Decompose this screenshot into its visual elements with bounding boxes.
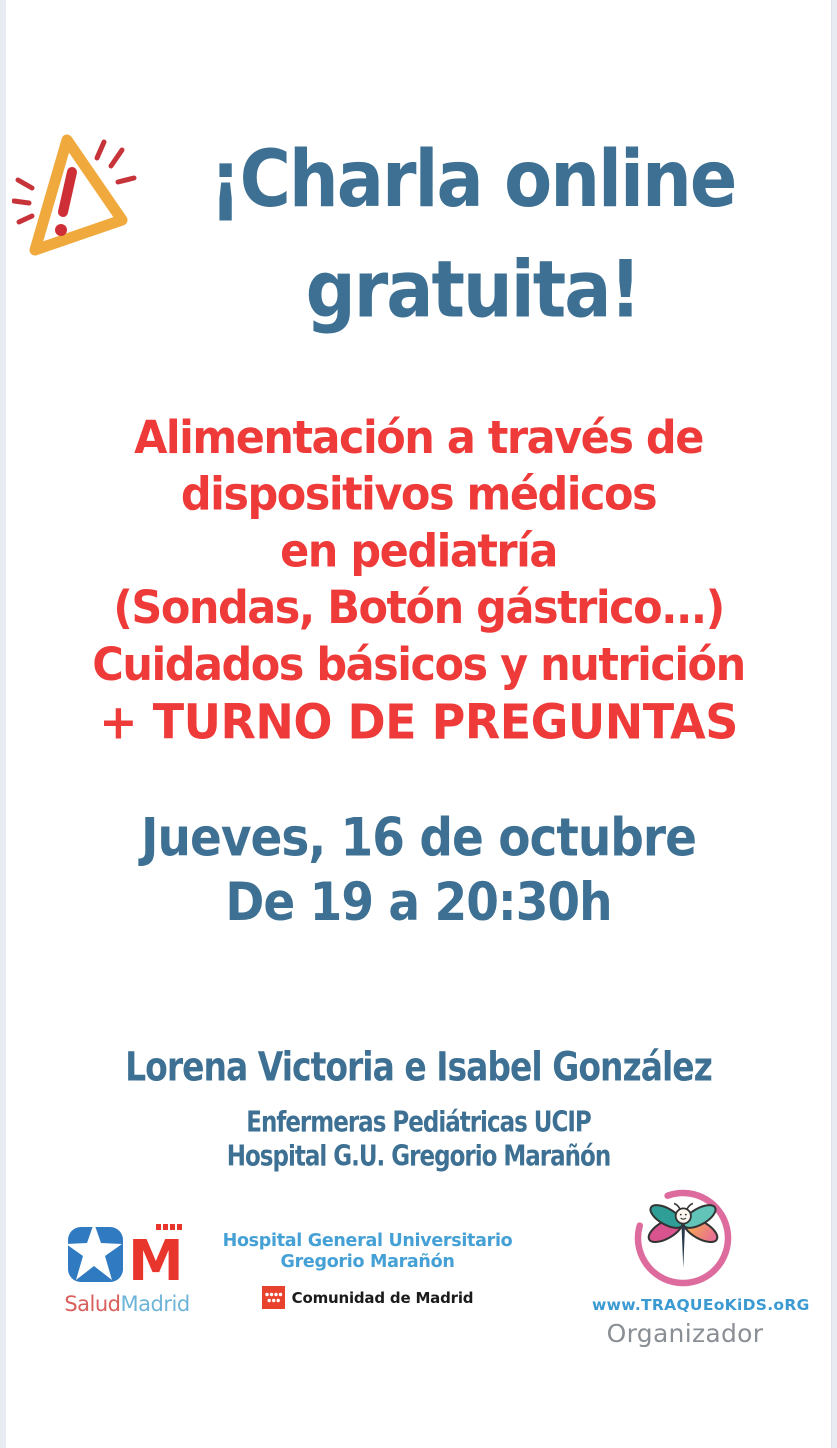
title-line-1: ¡Charla online <box>209 132 736 225</box>
dragonfly-logo-icon <box>632 1184 738 1290</box>
schedule-block <box>14 806 823 936</box>
hospital-name-line-2: Gregorio Marañón <box>280 1252 455 1272</box>
salud-text: Salud <box>64 1292 121 1316</box>
salud-madrid-star-icon <box>66 1222 188 1286</box>
topic-line: en pediatría <box>280 525 557 578</box>
organizer-url: www.TRAQUEoKiDS.oRG <box>592 1296 810 1314</box>
organizer-block <box>592 1184 810 1348</box>
hospital-name-line-1: Hospital General Universitario <box>222 1231 513 1251</box>
event-date: Jueves, 16 de octubre <box>141 807 696 869</box>
speaker-hospital: Hospital G.U. Gregorio Marañón <box>226 1141 611 1173</box>
hospital-logo-block <box>195 1231 540 1309</box>
event-time: De 19 a 20:30h <box>225 872 612 934</box>
topic-line: dispositivos médicos <box>180 468 657 522</box>
poster-title <box>130 124 815 346</box>
speaker-names: Lorena Victoria e Isabel González <box>125 1042 712 1091</box>
page-left-margin <box>0 0 6 1448</box>
topic-line: Cuidados básicos y nutrición <box>92 638 745 692</box>
madrid-text: Madrid <box>120 1292 190 1316</box>
comunidad-de-madrid-flag-icon <box>262 1286 285 1309</box>
title-line-2: gratuita! <box>305 243 640 336</box>
organizer-label: Organizador <box>606 1319 764 1348</box>
comunidad-de-madrid-label: Comunidad de Madrid <box>291 1288 474 1307</box>
salud-madrid-wordmark <box>58 1292 196 1316</box>
salud-madrid-monogram: M <box>128 1229 184 1286</box>
topic-line-questions: + TURNO DE PREGUNTAS <box>99 693 738 751</box>
speakers-block <box>14 1040 823 1174</box>
salud-madrid-logo <box>58 1222 196 1316</box>
page-right-margin <box>831 0 837 1448</box>
speaker-role: Enfermeras Pediátricas UCIP <box>246 1107 591 1139</box>
comunidad-de-madrid-logo <box>195 1286 540 1309</box>
topic-line: Alimentación a través de <box>134 412 703 465</box>
topic-line: (Sondas, Botón gástrico...) <box>113 582 724 635</box>
topic-block <box>14 410 823 750</box>
